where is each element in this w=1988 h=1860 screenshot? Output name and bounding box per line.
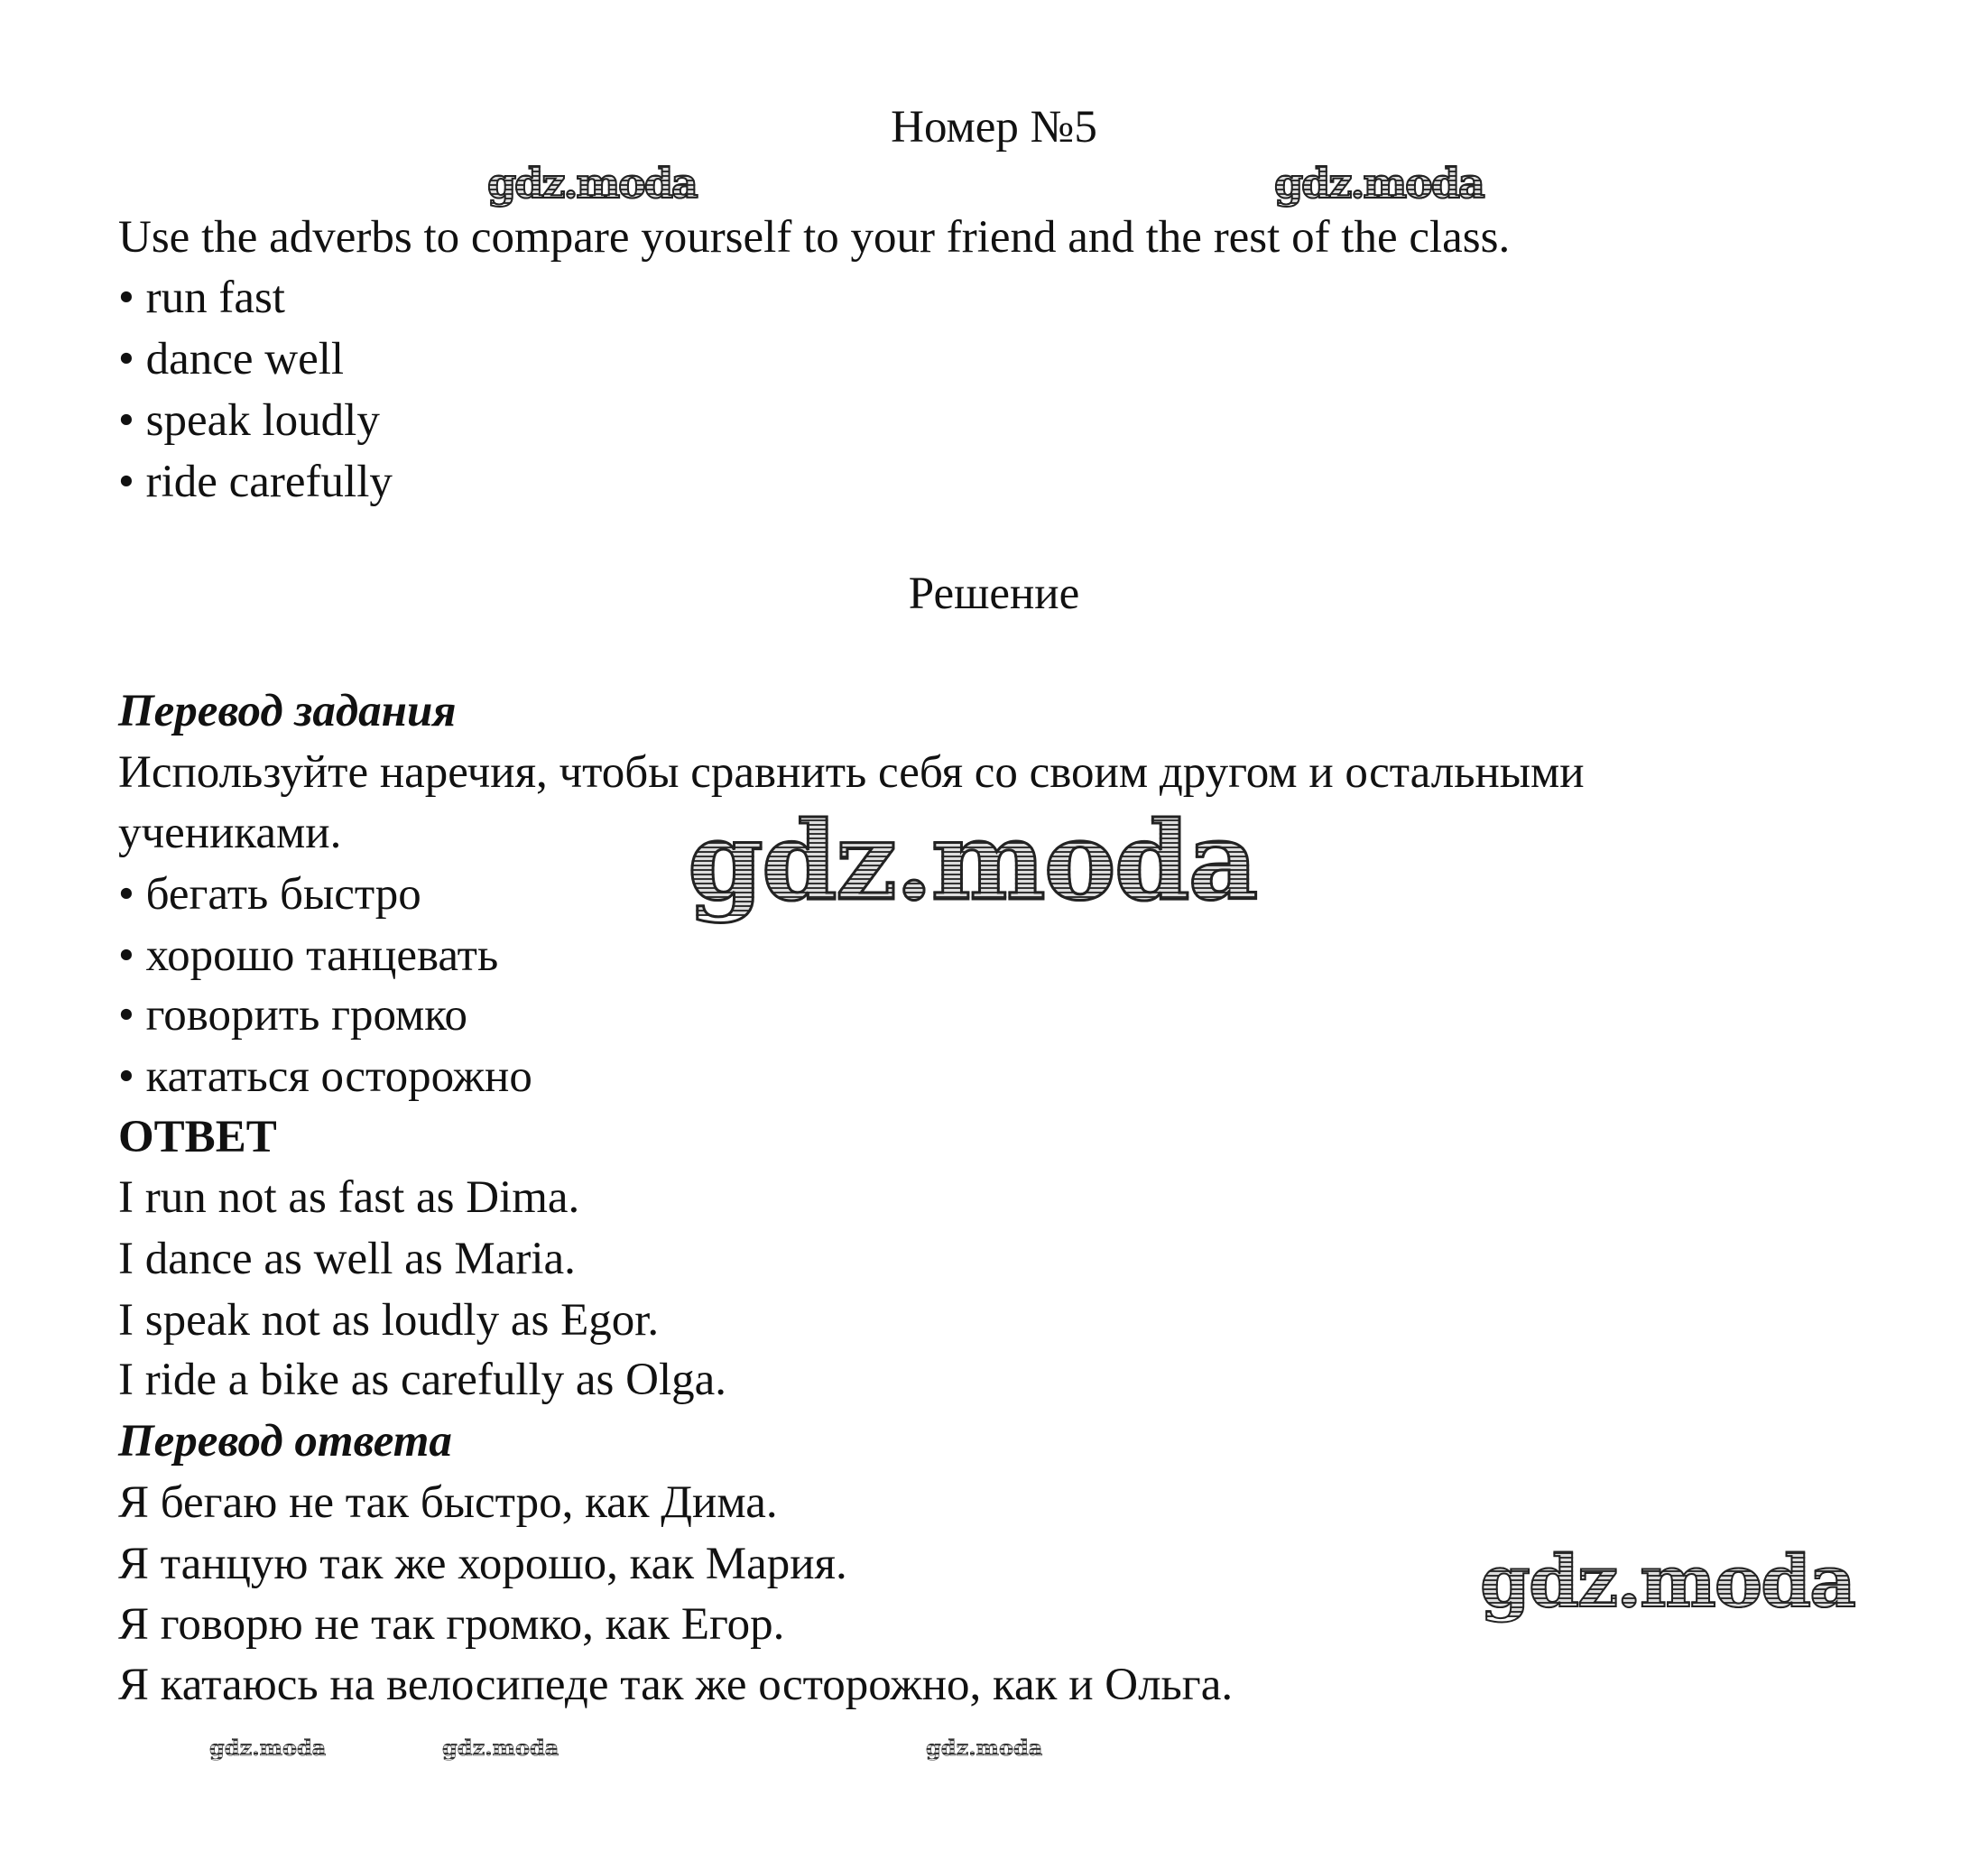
answer-translation-line: Я катаюсь на велосипеде так же осторожно, как и Ольга. xyxy=(118,1660,1234,1710)
watermark: gdz.moda xyxy=(688,798,1257,925)
answer-translation-line: Я бегаю не так быстро, как Дима. xyxy=(118,1477,778,1528)
task-translation-heading: Перевод задания xyxy=(118,686,457,736)
answer-heading: ОТВЕТ xyxy=(118,1112,277,1162)
task-translation-item: • бегать быстро xyxy=(118,869,421,920)
task-translation-item: • хорошо танцевать xyxy=(118,930,499,981)
answer-line: I run not as fast as Dima. xyxy=(118,1172,580,1223)
task-translation-line: учениками. xyxy=(118,808,342,858)
watermark: gdz.moda xyxy=(1274,159,1484,208)
task-translation-line: Используйте наречия, чтобы сравнить себя со своим другом и остальными xyxy=(118,747,1585,798)
answer-line: I speak not as loudly as Egor. xyxy=(118,1295,660,1346)
answer-line: I ride a bike as carefully as Olga. xyxy=(118,1355,727,1405)
answer-translation-heading: Перевод ответа xyxy=(118,1416,452,1467)
page-title: Номер №5 xyxy=(891,102,1097,153)
task-item: • ride carefully xyxy=(118,457,393,507)
task-instruction: Use the adverbs to compare yourself to your friend and the rest of the class. xyxy=(118,212,1511,263)
watermark: gdz.moda xyxy=(487,159,697,208)
watermark: gdz.moda xyxy=(209,1735,327,1761)
task-translation-item: • говорить громко xyxy=(118,990,467,1041)
watermark: gdz.moda xyxy=(442,1735,559,1761)
answer-translation-line: Я танцую так же хорошо, как Мария. xyxy=(118,1539,847,1589)
answer-line: I dance as well as Maria. xyxy=(118,1234,576,1284)
task-item: • run fast xyxy=(118,273,285,323)
watermark: gdz.moda xyxy=(926,1735,1043,1761)
solution-heading: Решение xyxy=(908,569,1080,619)
task-item: • speak loudly xyxy=(118,395,380,446)
answer-translation-line: Я говорю не так громко, как Егор. xyxy=(118,1599,785,1650)
task-item: • dance well xyxy=(118,334,345,384)
task-translation-item: • кататься осторожно xyxy=(118,1051,532,1102)
watermark: gdz.moda xyxy=(1480,1539,1854,1624)
